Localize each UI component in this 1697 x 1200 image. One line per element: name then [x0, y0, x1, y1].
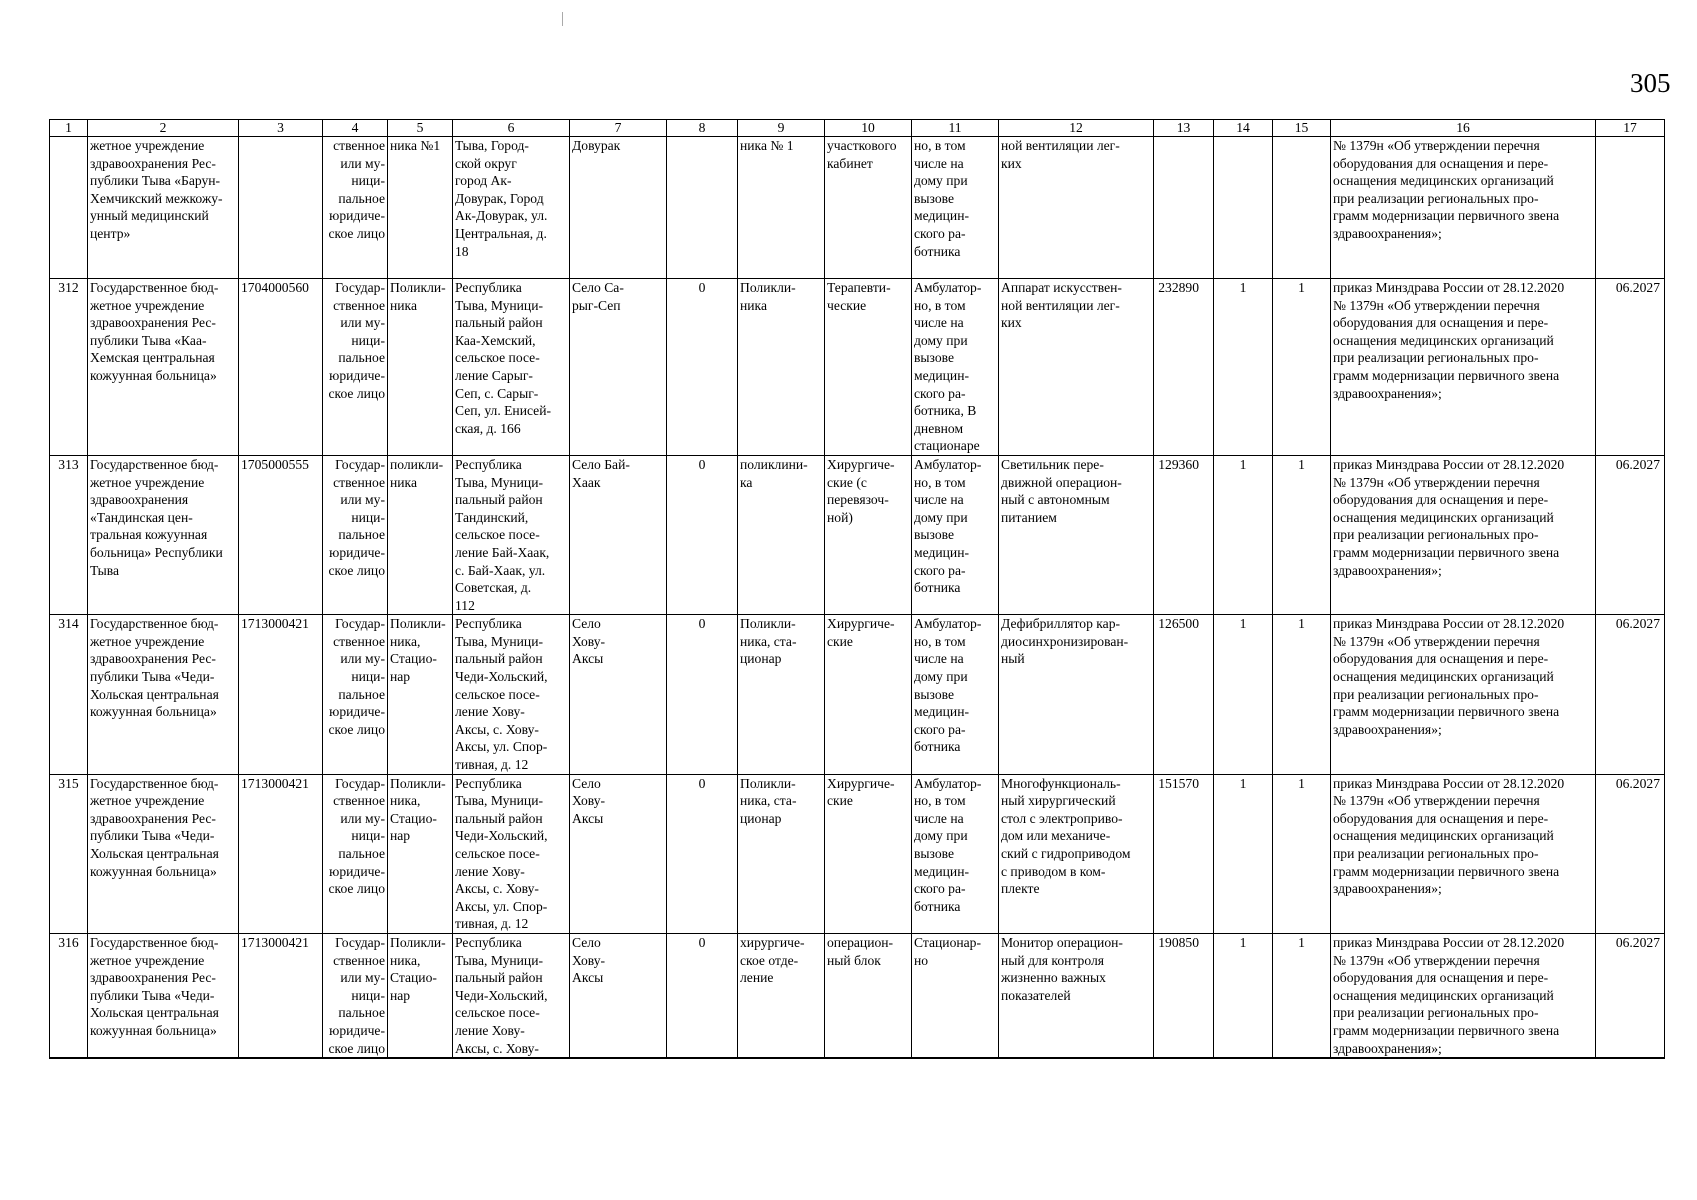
room-type-cell	[825, 774, 912, 933]
cell-text: Тыва, Город- ской округ город Ак- Довурак, Город Ак-Довурак, ул. Центральная, д. 18	[455, 138, 548, 259]
cell-text: 1	[1239, 616, 1247, 632]
department-cell	[738, 615, 825, 774]
quantity-cell	[1273, 615, 1331, 774]
cell-text: Монитор операцион- ный для контроля жизненно важных показателей	[1001, 934, 1123, 1003]
cell-text: Стационар- но	[914, 934, 982, 968]
cell-text: 0	[698, 456, 706, 472]
column-header: 5	[388, 120, 453, 137]
cell-text: Хирургиче- ские	[827, 616, 895, 649]
cell-text: Республика Тыва, Муници- пальный район Чеди-Хольский, сельское посе- ление Хову- Аксы, с. Хову-	[455, 934, 548, 1056]
room-type-cell	[825, 615, 912, 774]
quantity-cell	[1214, 774, 1273, 933]
cell-text: приказ Минздрава России от 28.12.2020 № 1379н «Об утверждении перечня оборудования для оснащения и пере- оснащения медицинских организаций при реализации региональных про- грамм модернизации первичного звена здравоохранения»;	[1333, 456, 1565, 578]
cell-text: 1	[1298, 280, 1305, 295]
price-cell	[1154, 933, 1214, 1058]
settlement-cell	[570, 615, 667, 774]
institution-name-cell	[88, 137, 239, 279]
care-conditions-cell	[912, 279, 999, 456]
cell-text: приказ Минздрава России от 28.12.2020 № 1379н «Об утверждении перечня оборудования для оснащения и пере- оснащения медицинских организаций при реализации региональных про- грамм модернизации первичного звена здравоохранения»;	[1333, 280, 1565, 401]
cell-text: 1	[1298, 934, 1305, 950]
column-header: 15	[1273, 120, 1331, 137]
inn-cell	[239, 774, 323, 933]
inn-cell	[239, 279, 323, 456]
deadline-cell	[1596, 615, 1665, 774]
equipment-name-cell	[999, 137, 1154, 279]
column-header: 7	[570, 120, 667, 137]
cell-text: Республика Тыва, Муници- пальный район Тандинский, сельское посе- ление Бай-Хаак, с. Бай-Хаак, ул. Советская, д. 112	[455, 456, 550, 613]
unit-type-cell	[388, 615, 453, 774]
standard-reference-cell	[1331, 455, 1596, 614]
column-header: 2	[88, 120, 239, 137]
address-cell	[453, 615, 570, 774]
cell-text: Государ- ственное или му- ници- пальное юридиче- ское лицо	[328, 616, 385, 737]
page-number: 305	[1630, 68, 1671, 98]
standard-reference-cell	[1331, 137, 1596, 279]
column-header: 12	[999, 120, 1154, 137]
cell-text: Терапевти- ческие	[827, 280, 891, 313]
institution-name-cell	[88, 279, 239, 456]
institution-name-cell	[88, 774, 239, 933]
table-row	[50, 774, 1665, 933]
cell-text: 313	[58, 456, 79, 472]
room-type-cell	[825, 933, 912, 1058]
row-number-cell	[50, 615, 88, 774]
cell-text: 1705000555	[241, 456, 309, 472]
cell-text: жетное учреждение здравоохранения Рес- публики Тыва «Барун- Хемчикский межкожу- унный медицинский центр»	[90, 138, 223, 241]
legal-form-cell	[323, 933, 388, 1058]
cell-text: 232890	[1158, 280, 1199, 295]
department-cell	[738, 455, 825, 614]
unit-type-cell	[388, 455, 453, 614]
cell-text: Амбулатор- но, в том числе на дому при вызове медицин- ского ра- ботника	[914, 456, 982, 596]
column-header: 6	[453, 120, 570, 137]
cell-text: Поликли- ника, Стацио- нар	[390, 775, 446, 844]
cell-text: 06.2027	[1615, 616, 1660, 632]
cell-text: Поликли- ника	[390, 280, 446, 313]
cell-text: Аппарат искусствен- ной вентиляции лег- ких	[1001, 280, 1122, 331]
room-type-cell	[825, 137, 912, 279]
cell-text: 1	[1298, 616, 1305, 632]
cell-text: 1	[1239, 456, 1247, 472]
care-conditions-cell	[912, 774, 999, 933]
cell-text: Поликли- ника, ста- ционар	[740, 775, 797, 826]
price-cell	[1154, 774, 1214, 933]
cell-text: 1	[1298, 775, 1305, 791]
settlement-cell	[570, 774, 667, 933]
cell-text: 06.2027	[1615, 456, 1660, 472]
address-cell	[453, 279, 570, 456]
institution-name-cell	[88, 933, 239, 1058]
cell-text: Амбулатор- но, в том числе на дому при вызове медицин- ского ра- ботника, В дневном стационаре	[914, 280, 982, 454]
cell-text: 312	[58, 280, 79, 295]
cell-text: Дефибриллятор кар- диосинхронизирован- ный	[1001, 616, 1129, 667]
distance-cell	[667, 774, 738, 933]
column-header: 11	[912, 120, 999, 137]
row-number-cell	[50, 933, 88, 1058]
price-cell	[1154, 455, 1214, 614]
equipment-name-cell	[999, 774, 1154, 933]
cell-text: Светильник пере- движной операцион- ный с автономным питанием	[1001, 456, 1122, 525]
row-number-cell	[50, 279, 88, 456]
cell-text: Государственное бюд- жетное учреждение здравоохранения Рес- публики Тыва «Чеди- Хольская центральная кожуунная больница»	[90, 934, 219, 1038]
standard-reference-cell	[1331, 933, 1596, 1058]
quantity-cell	[1214, 933, 1273, 1058]
quantity-cell	[1273, 933, 1331, 1058]
cell-text: Амбулатор- но, в том числе на дому при вызове медицин- ского ра- ботника	[914, 616, 982, 755]
cell-text: приказ Минздрава России от 28.12.2020 № 1379н «Об утверждении перечня оборудования для оснащения и пере- оснащения медицинских организаций при реализации региональных про- грамм модернизации первичного звена здравоохранения»;	[1333, 934, 1565, 1056]
table-row	[50, 455, 1665, 614]
inn-cell	[239, 615, 323, 774]
quantity-cell	[1273, 774, 1331, 933]
table-row	[50, 933, 1665, 1058]
quantity-cell	[1214, 137, 1273, 279]
cell-text: ника № 1	[740, 138, 794, 153]
cell-text: 315	[58, 775, 79, 791]
standard-reference-cell	[1331, 615, 1596, 774]
cell-text: 126500	[1158, 616, 1199, 632]
row-number-cell	[50, 774, 88, 933]
cell-text: 0	[698, 934, 706, 950]
column-header: 8	[667, 120, 738, 137]
cell-text: Село Са- рыг-Сеп	[572, 280, 624, 313]
cell-text: Государ- ственное или му- ници- пальное юридиче- ское лицо	[328, 775, 385, 897]
cell-text: приказ Минздрава России от 28.12.2020 № 1379н «Об утверждении перечня оборудования для оснащения и пере- оснащения медицинских организаций при реализации региональных про- грамм модернизации первичного звена здравоохранения»;	[1333, 775, 1565, 897]
equipment-name-cell	[999, 615, 1154, 774]
cell-text: ственное или му- ници- пальное юридиче- ское лицо	[328, 138, 385, 241]
equipment-name-cell	[999, 279, 1154, 456]
cell-text: 1	[1239, 775, 1247, 791]
cell-text: Государственное бюд- жетное учреждение здравоохранения Рес- публики Тыва «Чеди- Хольская центральная кожуунная больница»	[90, 616, 219, 720]
inn-cell	[239, 137, 323, 279]
distance-cell	[667, 455, 738, 614]
deadline-cell	[1596, 933, 1665, 1058]
column-header: 10	[825, 120, 912, 137]
cell-text: ной вентиляции лег- ких	[1001, 138, 1120, 171]
row-number-cell	[50, 137, 88, 279]
column-header: 16	[1331, 120, 1596, 137]
room-type-cell	[825, 455, 912, 614]
cell-text: Республика Тыва, Муници- пальный район Чеди-Хольский, сельское посе- ление Хову- Аксы, с. Хову- Аксы, ул. Спор- тивная, д. 12	[455, 775, 548, 932]
deadline-cell	[1596, 774, 1665, 933]
cell-text: Многофункциональ- ный хирургический стол с электроприво- дом или механиче- ский с гидроприводом с приводом в ком- плекте	[1001, 775, 1131, 897]
cell-text: 151570	[1158, 775, 1199, 791]
table-body	[50, 120, 1665, 1059]
cell-text: 1	[1239, 934, 1247, 950]
cell-text: 0	[698, 280, 706, 295]
care-conditions-cell	[912, 137, 999, 279]
equipment-name-cell	[999, 933, 1154, 1058]
address-cell	[453, 455, 570, 614]
cell-text: операцион- ный блок	[827, 934, 894, 968]
care-conditions-cell	[912, 615, 999, 774]
cell-text: 1704000560	[241, 280, 309, 295]
cell-text: 1713000421	[241, 934, 309, 950]
cell-text: Село Хову- Аксы	[572, 775, 606, 826]
distance-cell	[667, 279, 738, 456]
table-row	[50, 279, 1665, 456]
department-cell	[738, 774, 825, 933]
settlement-cell	[570, 279, 667, 456]
cell-text: Государ- ственное или му- ници- пальное юридиче- ское лицо	[328, 456, 385, 578]
cell-text: Поликли- ника, Стацио- нар	[390, 616, 446, 685]
cell-text: Довурак	[572, 138, 621, 153]
inn-cell	[239, 933, 323, 1058]
cell-text: Государ- ственное или му- ници- пальное юридиче- ское лицо	[328, 934, 385, 1056]
cell-text: 190850	[1158, 934, 1199, 950]
institution-name-cell	[88, 455, 239, 614]
row-number-cell	[50, 455, 88, 614]
cell-text: участкового кабинет	[827, 138, 897, 171]
quantity-cell	[1214, 615, 1273, 774]
cell-text: 316	[58, 934, 79, 950]
equipment-name-cell	[999, 455, 1154, 614]
settlement-cell	[570, 933, 667, 1058]
legal-form-cell	[323, 137, 388, 279]
column-header: 1	[50, 120, 88, 137]
unit-type-cell	[388, 933, 453, 1058]
cell-text: Поликли- ника	[740, 280, 796, 313]
quantity-cell	[1273, 455, 1331, 614]
cell-text: Село Бай- Хаак	[572, 456, 630, 490]
cell-text: 0	[698, 616, 706, 632]
price-cell	[1154, 137, 1214, 279]
cell-text: Село Хову- Аксы	[572, 934, 606, 986]
address-cell	[453, 137, 570, 279]
cell-text: но, в том числе на дому при вызове медицин- ского ра- ботника	[914, 138, 969, 259]
cell-text: Государственное бюд- жетное учреждение здравоохранения Рес- публики Тыва «Каа- Хемская центральная кожуунная больница»	[90, 280, 219, 383]
cell-text: Поликли- ника, ста- ционар	[740, 616, 797, 667]
table-row	[50, 137, 1665, 279]
cell-text: Хирургиче- ские (с перевязоч- ной)	[827, 456, 895, 525]
distance-cell	[667, 137, 738, 279]
cell-text: Село Хову- Аксы	[572, 616, 606, 667]
deadline-cell	[1596, 279, 1665, 456]
legal-form-cell	[323, 615, 388, 774]
room-type-cell	[825, 279, 912, 456]
cell-text: ника №1	[390, 138, 441, 153]
cell-text: Республика Тыва, Муници- пальный район Каа-Хемский, сельское посе- ление Сарыг- Сеп, с. Сарыг- Сеп, ул. Енисей- ская, д. 166	[455, 280, 552, 436]
legal-form-cell	[323, 279, 388, 456]
cell-text: Поликли- ника, Стацио- нар	[390, 934, 446, 1003]
unit-type-cell	[388, 279, 453, 456]
table-row	[50, 615, 1665, 774]
cell-text: Республика Тыва, Муници- пальный район Чеди-Хольский, сельское посе- ление Хову- Аксы, с. Хову- Аксы, ул. Спор- тивная, д. 12	[455, 616, 548, 773]
address-cell	[453, 933, 570, 1058]
inn-cell	[239, 455, 323, 614]
equipment-table	[49, 119, 1665, 1059]
unit-type-cell	[388, 137, 453, 279]
column-header: 14	[1214, 120, 1273, 137]
department-cell	[738, 279, 825, 456]
cell-text: Государственное бюд- жетное учреждение здравоохранения Рес- публики Тыва «Чеди- Хольская центральная кожуунная больница»	[90, 775, 219, 879]
column-header: 4	[323, 120, 388, 137]
cell-text: 1713000421	[241, 616, 309, 632]
cell-text: Амбулатор- но, в том числе на дому при вызове медицин- ского ра- ботника	[914, 775, 982, 914]
cell-text: 06.2027	[1615, 775, 1660, 791]
cell-text: поликлини- ка	[740, 456, 808, 490]
quantity-cell	[1273, 137, 1331, 279]
column-header: 17	[1596, 120, 1665, 137]
department-cell	[738, 137, 825, 279]
quantity-cell	[1214, 279, 1273, 456]
cell-text: 06.2027	[1615, 280, 1660, 295]
department-cell	[738, 933, 825, 1058]
cell-text: 06.2027	[1615, 934, 1660, 950]
scan-mark	[562, 12, 563, 26]
column-header: 9	[738, 120, 825, 137]
cell-text: хирургиче- ское отде- ление	[740, 934, 805, 986]
deadline-cell	[1596, 137, 1665, 279]
cell-text: 1	[1239, 280, 1247, 295]
settlement-cell	[570, 137, 667, 279]
care-conditions-cell	[912, 455, 999, 614]
quantity-cell	[1214, 455, 1273, 614]
standard-reference-cell	[1331, 774, 1596, 933]
cell-text: Государ- ственное или му- ници- пальное юридиче- ское лицо	[328, 280, 385, 401]
column-header: 3	[239, 120, 323, 137]
institution-name-cell	[88, 615, 239, 774]
price-cell	[1154, 615, 1214, 774]
cell-text: Хирургиче- ские	[827, 775, 895, 809]
legal-form-cell	[323, 774, 388, 933]
cell-text: № 1379н «Об утверждении перечня оборудования для оснащения и пере- оснащения медицинских организаций при реализации региональных про- грамм модернизации первичного звена здравоохранения»;	[1333, 138, 1560, 241]
cell-text: приказ Минздрава России от 28.12.2020 № 1379н «Об утверждении перечня оборудования для оснащения и пере- оснащения медицинских организаций при реализации региональных про- грамм модернизации первичного звена здравоохранения»;	[1333, 616, 1565, 737]
cell-text: 1	[1298, 456, 1305, 472]
cell-text: 129360	[1158, 456, 1199, 472]
cell-text: 314	[58, 616, 79, 632]
quantity-cell	[1273, 279, 1331, 456]
settlement-cell	[570, 455, 667, 614]
cell-text: 1713000421	[241, 775, 309, 791]
deadline-cell	[1596, 455, 1665, 614]
cell-text: Государственное бюд- жетное учреждение здравоохранения «Тандинская цен- тральная кожуунная больница» Республики Тыва	[90, 456, 223, 578]
cell-text: 0	[698, 775, 706, 791]
standard-reference-cell	[1331, 279, 1596, 456]
distance-cell	[667, 933, 738, 1058]
cell-text: поликли- ника	[390, 456, 444, 490]
price-cell	[1154, 279, 1214, 456]
care-conditions-cell	[912, 933, 999, 1058]
address-cell	[453, 774, 570, 933]
column-number-row	[50, 120, 1665, 137]
distance-cell	[667, 615, 738, 774]
column-header: 13	[1154, 120, 1214, 137]
legal-form-cell	[323, 455, 388, 614]
unit-type-cell	[388, 774, 453, 933]
